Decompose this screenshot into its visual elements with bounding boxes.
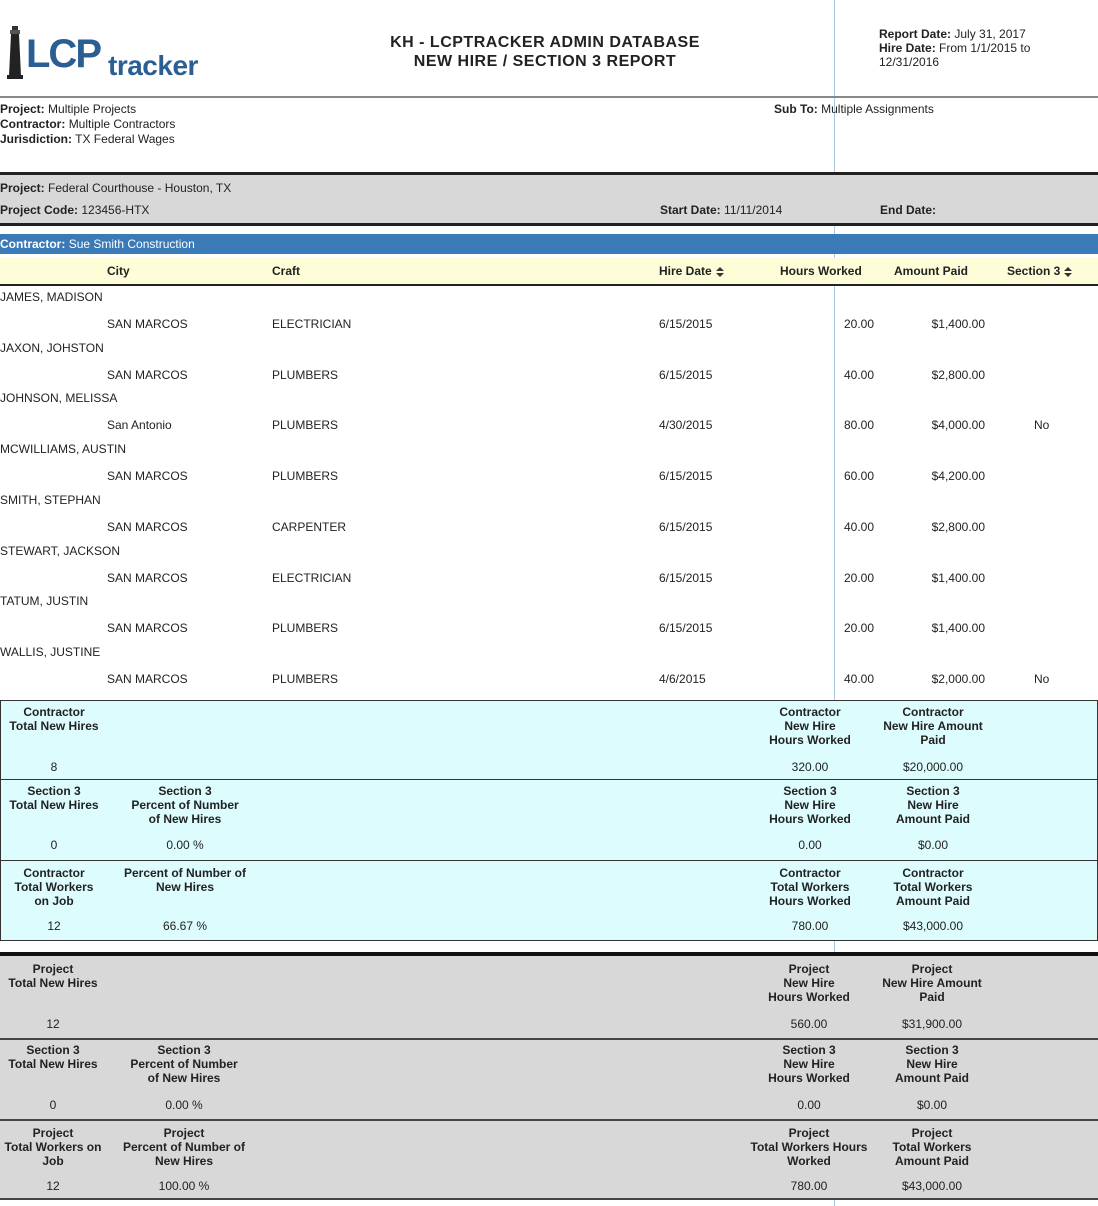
summary-label: Section 3 New Hire Hours Worked: [768, 1043, 850, 1085]
sort-icon: [1064, 267, 1072, 277]
summary-divider: [0, 1198, 1098, 1200]
contractor-summary: [0, 700, 1098, 941]
row-city: SAN MARCOS: [107, 469, 188, 483]
summary-label: Contractor New Hire Amount Paid: [883, 705, 983, 747]
col-amount: Amount Paid: [894, 264, 968, 278]
contractor-bar: [0, 234, 1098, 254]
row-hire: 6/15/2015: [659, 317, 713, 331]
row-hours: 20.00: [843, 571, 874, 585]
col-city: City: [107, 264, 130, 278]
row-hire: 6/15/2015: [659, 571, 713, 585]
row-hire: 4/30/2015: [659, 418, 713, 432]
row-name: SMITH, STEPHAN: [0, 493, 101, 507]
report-title-line2: NEW HIRE / SECTION 3 REPORT: [413, 53, 677, 70]
row-amount: $1,400.00: [931, 317, 985, 331]
row-hours: 20.00: [843, 317, 874, 331]
start-date-label: Start Date:: [660, 203, 721, 217]
filter-project-value: Multiple Projects: [48, 102, 137, 116]
project-block: [0, 172, 1098, 226]
row-hire: 6/15/2015: [659, 469, 713, 483]
summary-label: Project Total Workers Amount Paid: [892, 1126, 972, 1168]
summary-label: Section 3 Total New Hires: [9, 784, 99, 812]
logo-lcp-text: LCP: [26, 32, 100, 76]
filter-jurisdiction-label: Jurisdiction:: [0, 132, 73, 146]
lighthouse-icon: [4, 26, 26, 80]
row-name: TATUM, JUSTIN: [0, 594, 89, 608]
summary-label: Section 3 New Hire Amount Paid: [895, 1043, 969, 1085]
summary-value: $43,000.00: [901, 1179, 963, 1193]
summary-value: 0.00 %: [166, 838, 204, 852]
col-section3: Section 3: [1007, 264, 1061, 278]
filter-contractor-value: Multiple Contractors: [68, 117, 176, 131]
row-craft: ELECTRICIAN: [272, 317, 352, 331]
row-amount: $4,000.00: [931, 418, 985, 432]
report-title: [345, 33, 745, 71]
row-city: SAN MARCOS: [107, 368, 188, 382]
row-name: JOHNSON, MELISSA: [0, 391, 118, 405]
filter-subto: [774, 102, 934, 116]
summary-value: 0: [49, 1098, 57, 1112]
summary-value: 560.00: [790, 1017, 828, 1031]
summary-label: Percent of Number of New Hires: [123, 866, 246, 894]
row-hire: 6/15/2015: [659, 368, 713, 382]
project-code-label: Project Code:: [0, 203, 79, 217]
row-hire: 4/6/2015: [659, 672, 706, 686]
hire-date-value: From 1/1/2015 to: [939, 41, 1031, 55]
row-hours: 40.00: [843, 368, 874, 382]
summary-label: Project Total Workers on Job: [4, 1126, 102, 1168]
row-craft: ELECTRICIAN: [272, 571, 352, 585]
summary-value: 12: [47, 919, 61, 933]
contractor-bar-label: Contractor:: [0, 237, 66, 251]
row-craft: PLUMBERS: [272, 672, 339, 686]
row-hire: 6/15/2015: [659, 520, 713, 534]
col-hire-date-sort[interactable]: [659, 264, 724, 278]
hire-date-label: Hire Date:: [879, 41, 936, 55]
col-hire-date: Hire Date: [659, 264, 712, 278]
summary-value: $43,000.00: [902, 919, 964, 933]
row-hours: 20.00: [843, 621, 874, 635]
summary-value: 0.00: [798, 838, 822, 852]
summary-value: 0.00 %: [165, 1098, 203, 1112]
summary-label: Project Percent of Number of New Hires: [122, 1126, 245, 1168]
row-craft: PLUMBERS: [272, 621, 339, 635]
row-city: SAN MARCOS: [107, 317, 188, 331]
filters-block: [0, 102, 175, 147]
summary-value: 0: [50, 838, 58, 852]
row-name: WALLIS, JUSTINE: [0, 645, 101, 659]
row-city: SAN MARCOS: [107, 621, 188, 635]
row-amount: $1,400.00: [931, 621, 985, 635]
summary-value: $20,000.00: [902, 760, 964, 774]
row-s3: No: [1034, 418, 1050, 432]
col-section3-sort[interactable]: [1007, 264, 1072, 278]
filter-project-label: Project:: [0, 102, 45, 116]
project-label: Project:: [0, 181, 45, 195]
summary-label: Project New Hire Amount Paid: [882, 962, 982, 1004]
row-city: SAN MARCOS: [107, 672, 188, 686]
summary-label: Section 3 Percent of Number of New Hires: [130, 1043, 238, 1085]
summary-label: Section 3 New Hire Hours Worked: [769, 784, 851, 826]
row-city: San Antonio: [107, 418, 172, 432]
column-header-row: [0, 258, 1098, 286]
row-name: JAMES, MADISON: [0, 290, 103, 304]
summary-value: 8: [50, 760, 58, 774]
filter-subto-label: Sub To:: [774, 102, 818, 116]
row-name: STEWART, JACKSON: [0, 544, 121, 558]
row-name: JAXON, JOHSTON: [0, 341, 104, 355]
row-craft: PLUMBERS: [272, 469, 339, 483]
end-date-label: End Date:: [880, 203, 937, 217]
summary-value: 12: [46, 1179, 60, 1193]
summary-divider: [1, 779, 1098, 780]
row-city: SAN MARCOS: [107, 520, 188, 534]
summary-value: $0.00: [917, 838, 949, 852]
row-craft: PLUMBERS: [272, 368, 339, 382]
summary-label: Project Total Workers Hours Worked: [750, 1126, 868, 1168]
summary-label: Section 3 Percent of Number of New Hires: [131, 784, 239, 826]
summary-divider: [0, 1119, 1098, 1121]
summary-label: Project Total New Hires: [8, 962, 98, 990]
summary-divider: [1, 860, 1098, 861]
row-name: MCWILLIAMS, AUSTIN: [0, 442, 127, 456]
row-craft: CARPENTER: [272, 520, 347, 534]
row-s3: No: [1034, 672, 1050, 686]
contractor-bar-name: Sue Smith Construction: [68, 237, 195, 251]
filter-jurisdiction-value: TX Federal Wages: [75, 132, 175, 146]
row-hours: 60.00: [843, 469, 874, 483]
filter-contractor-label: Contractor:: [0, 117, 66, 131]
summary-value: 320.00: [791, 760, 829, 774]
summary-value: $0.00: [916, 1098, 948, 1112]
report-title-line1: KH - LCPTRACKER ADMIN DATABASE: [390, 34, 700, 51]
summary-label: Contractor Total New Hires: [9, 705, 99, 733]
lcptracker-logo: [4, 26, 204, 82]
project-code-value: 123456-HTX: [81, 203, 150, 217]
report-date-block: [879, 27, 1089, 69]
summary-value: 780.00: [791, 919, 829, 933]
hire-date-end: 12/31/2016: [879, 55, 940, 69]
report-date-value: July 31, 2017: [954, 27, 1026, 41]
row-amount: $2,000.00: [931, 672, 985, 686]
summary-value: $31,900.00: [901, 1017, 963, 1031]
row-hire: 6/15/2015: [659, 621, 713, 635]
summary-value: 12: [46, 1017, 60, 1031]
summary-value: 66.67 %: [162, 919, 208, 933]
sort-icon: [716, 267, 724, 277]
project-summary: [0, 956, 1098, 1200]
row-amount: $4,200.00: [931, 469, 985, 483]
report-date-label: Report Date:: [879, 27, 952, 41]
summary-label: Contractor Total Workers Hours Worked: [769, 866, 851, 908]
row-hours: 80.00: [843, 418, 874, 432]
project-value: Federal Courthouse - Houston, TX: [48, 181, 232, 195]
start-date-value: 11/11/2014: [724, 203, 783, 217]
row-amount: $2,800.00: [931, 520, 985, 534]
summary-divider: [0, 1038, 1098, 1040]
summary-label: Project New Hire Hours Worked: [768, 962, 850, 1004]
summary-label: Contractor Total Workers Amount Paid: [893, 866, 973, 908]
summary-label: Section 3 Total New Hires: [8, 1043, 98, 1071]
row-amount: $1,400.00: [931, 571, 985, 585]
summary-label: Contractor Total Workers on Job: [14, 866, 94, 908]
row-hours: 40.00: [843, 520, 874, 534]
col-craft: Craft: [272, 264, 301, 278]
summary-label: Section 3 New Hire Amount Paid: [896, 784, 970, 826]
summary-value: 780.00: [790, 1179, 828, 1193]
col-hours: Hours Worked: [780, 264, 862, 278]
header-divider: [0, 96, 1098, 98]
row-hours: 40.00: [843, 672, 874, 686]
row-craft: PLUMBERS: [272, 418, 339, 432]
summary-label: Contractor New Hire Hours Worked: [769, 705, 851, 747]
row-city: SAN MARCOS: [107, 571, 188, 585]
summary-value: 0.00: [797, 1098, 821, 1112]
row-amount: $2,800.00: [931, 368, 985, 382]
logo-tracker-text: tracker: [108, 50, 198, 81]
summary-value: 100.00 %: [158, 1179, 210, 1193]
filter-subto-value: Multiple Assignments: [821, 102, 934, 116]
